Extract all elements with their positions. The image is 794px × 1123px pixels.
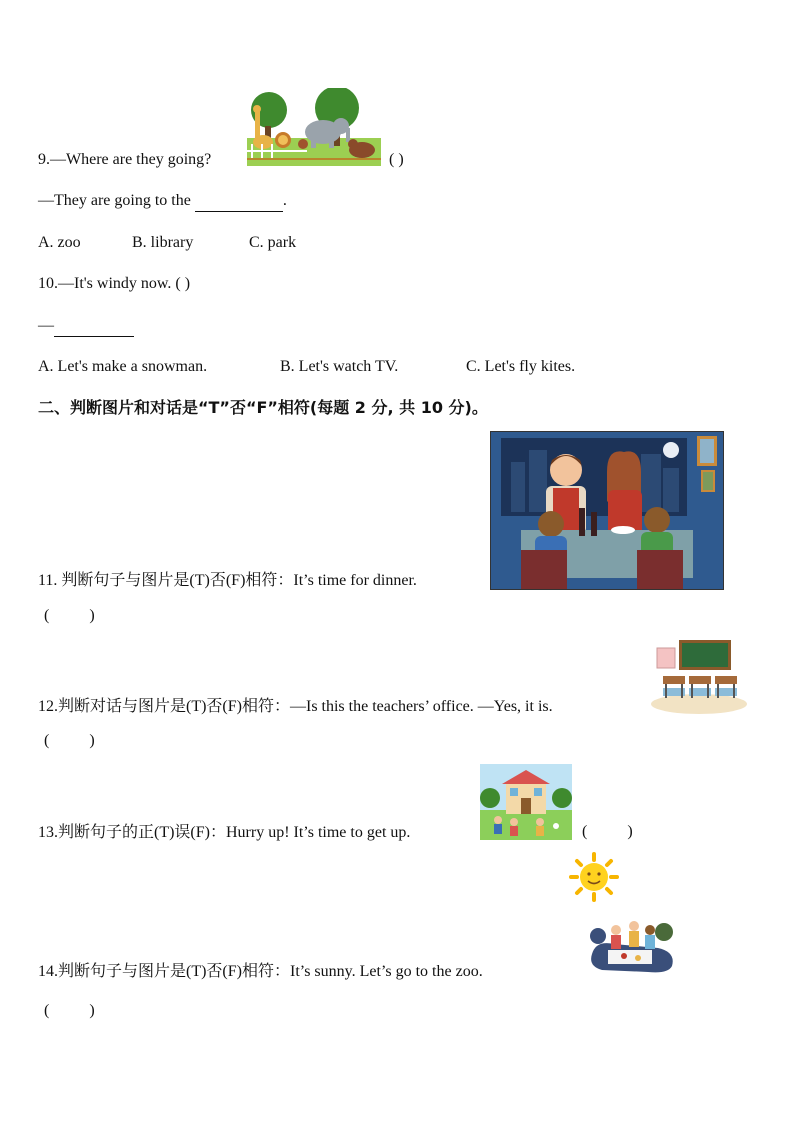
q12-text: 12.判断对话与图片是(T)否(F)相符：—Is this the teachers’ office. —Yes, it is.	[38, 698, 553, 715]
family-dinner-picture	[490, 431, 724, 590]
section2-heading: 二、判断图片和对话是“T”否“F”相符(每题 2 分, 共 10 分)。	[38, 398, 488, 417]
q12-paren[interactable]: ( )	[44, 732, 95, 749]
q9-option-b[interactable]: B. library	[132, 234, 194, 251]
sun-icon	[567, 852, 621, 902]
classroom-picture	[649, 638, 749, 714]
q13-paren[interactable]: ( )	[582, 823, 633, 840]
q9-answer-blank[interactable]	[195, 191, 283, 212]
q9-answer-line	[38, 191, 287, 212]
picnic-picture	[588, 914, 676, 976]
q9-option-a[interactable]: A. zoo	[38, 234, 81, 251]
q14-text: 14.判断句子与图片是(T)否(F)相符：It’s sunny. Let’s go to the zoo.	[38, 963, 483, 980]
q11-text: 11. 判断句子与图片是(T)否(F)相符：It’s time for dinner.	[38, 572, 417, 589]
q9-paren[interactable]: ( )	[389, 151, 404, 168]
q10-option-a[interactable]: A. Let's make a snowman.	[38, 358, 208, 375]
q9-answer-prefix: —They are going to the	[38, 192, 191, 209]
q10-question: 10.—It's windy now. ( )	[38, 275, 191, 292]
q10-option-b[interactable]: B. Let's watch TV.	[280, 358, 399, 375]
q10-answer-line	[38, 316, 134, 337]
q14-paren[interactable]: ( )	[44, 1002, 95, 1019]
q9-question: 9.—Where are they going?	[38, 151, 212, 168]
q13-text: 13.判断句子的正(T)误(F)：Hurry up! It’s time to get up.	[38, 824, 411, 841]
q10-answer-prefix: —	[38, 317, 54, 334]
q10-answer-blank[interactable]	[54, 316, 134, 337]
q10-option-c[interactable]: C. Let's fly kites.	[466, 358, 576, 375]
q11-paren[interactable]: ( )	[44, 607, 95, 624]
q9-answer-suffix: .	[282, 192, 287, 209]
q9-option-c[interactable]: C. park	[249, 234, 297, 251]
zoo-animals-picture	[247, 88, 381, 166]
school-kids-picture	[480, 764, 572, 840]
